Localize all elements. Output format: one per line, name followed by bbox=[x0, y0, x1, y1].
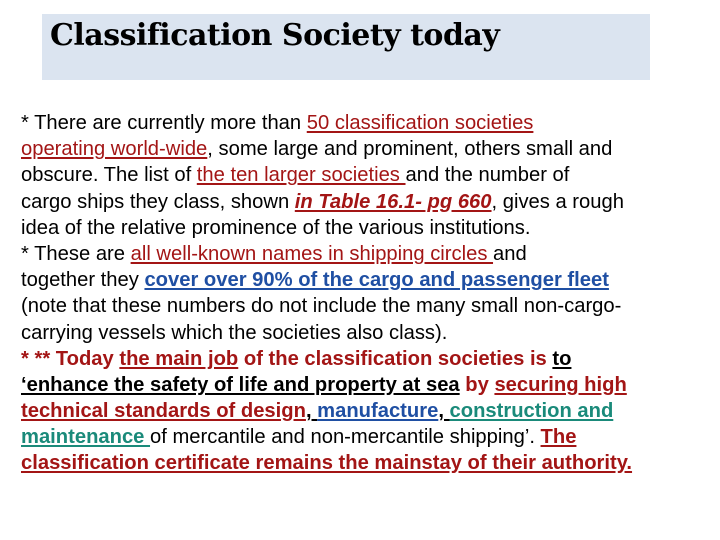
text-segment: carrying vessels which the societies also class). bbox=[21, 321, 448, 344]
text-segment: and bbox=[493, 242, 527, 265]
text-line bbox=[21, 267, 720, 293]
text-segment: in Table 16.1- pg 660 bbox=[294, 190, 492, 213]
text-segment: the main job bbox=[119, 347, 239, 370]
text-segment: to bbox=[552, 347, 572, 370]
text-line bbox=[21, 398, 720, 424]
text-line bbox=[21, 372, 720, 398]
text-segment: , bbox=[438, 400, 450, 423]
text-line bbox=[21, 450, 720, 476]
text-segment: , some large and prominent, others small and bbox=[207, 138, 613, 161]
text-segment: construction and bbox=[449, 400, 614, 423]
text-line bbox=[21, 110, 720, 136]
text-line bbox=[21, 320, 720, 346]
text-line bbox=[21, 424, 720, 450]
text-segment: cover over 90% of the cargo and passenger fleet bbox=[144, 269, 609, 292]
text-segment: of the classification societies is bbox=[238, 347, 553, 370]
text-segment: ‘enhance the safety of life and property at sea bbox=[21, 373, 460, 396]
text-segment: , gives a rough bbox=[491, 190, 624, 213]
text-segment: technical standards of design bbox=[21, 400, 306, 423]
text-segment: * ** Today bbox=[21, 347, 120, 370]
text-segment: 50 classification societies bbox=[306, 112, 534, 134]
text-segment: operating world-wide bbox=[21, 138, 208, 161]
text-line bbox=[21, 215, 720, 241]
text-segment: manufacture bbox=[317, 400, 439, 423]
text-segment: * There are currently more than bbox=[21, 112, 307, 134]
text-segment: by bbox=[459, 373, 495, 396]
text-segment: * These are bbox=[21, 242, 131, 265]
text-segment: maintenance bbox=[21, 426, 151, 449]
text-line bbox=[21, 136, 720, 162]
text-segment: all well-known names in shipping circles bbox=[130, 242, 494, 265]
text-segment: of mercantile and non-mercantile shipping’. bbox=[150, 426, 541, 449]
text-segment: cargo ships they class, shown bbox=[21, 190, 295, 213]
text-segment: and the number of bbox=[405, 164, 570, 187]
text-segment: The bbox=[540, 426, 577, 449]
text-segment: idea of the relative prominence of the various institutions. bbox=[21, 216, 531, 239]
text-segment: securing high bbox=[494, 373, 627, 396]
text-segment: classification certificate remains the mainstay of their authority. bbox=[21, 452, 633, 475]
text-segment: (note that these numbers do not include the many small non-cargo- bbox=[21, 295, 622, 318]
slide-title: Classification Society today bbox=[50, 18, 500, 53]
text-line bbox=[21, 189, 720, 215]
text-segment: together they bbox=[21, 269, 145, 292]
slide-body bbox=[21, 110, 720, 477]
text-segment: the ten larger societies bbox=[196, 164, 406, 187]
text-line bbox=[21, 162, 720, 188]
text-segment: , bbox=[305, 400, 318, 423]
text-line bbox=[21, 346, 720, 372]
text-segment: obscure. The list of bbox=[21, 164, 197, 187]
text-line bbox=[21, 293, 720, 319]
text-line bbox=[21, 241, 720, 267]
